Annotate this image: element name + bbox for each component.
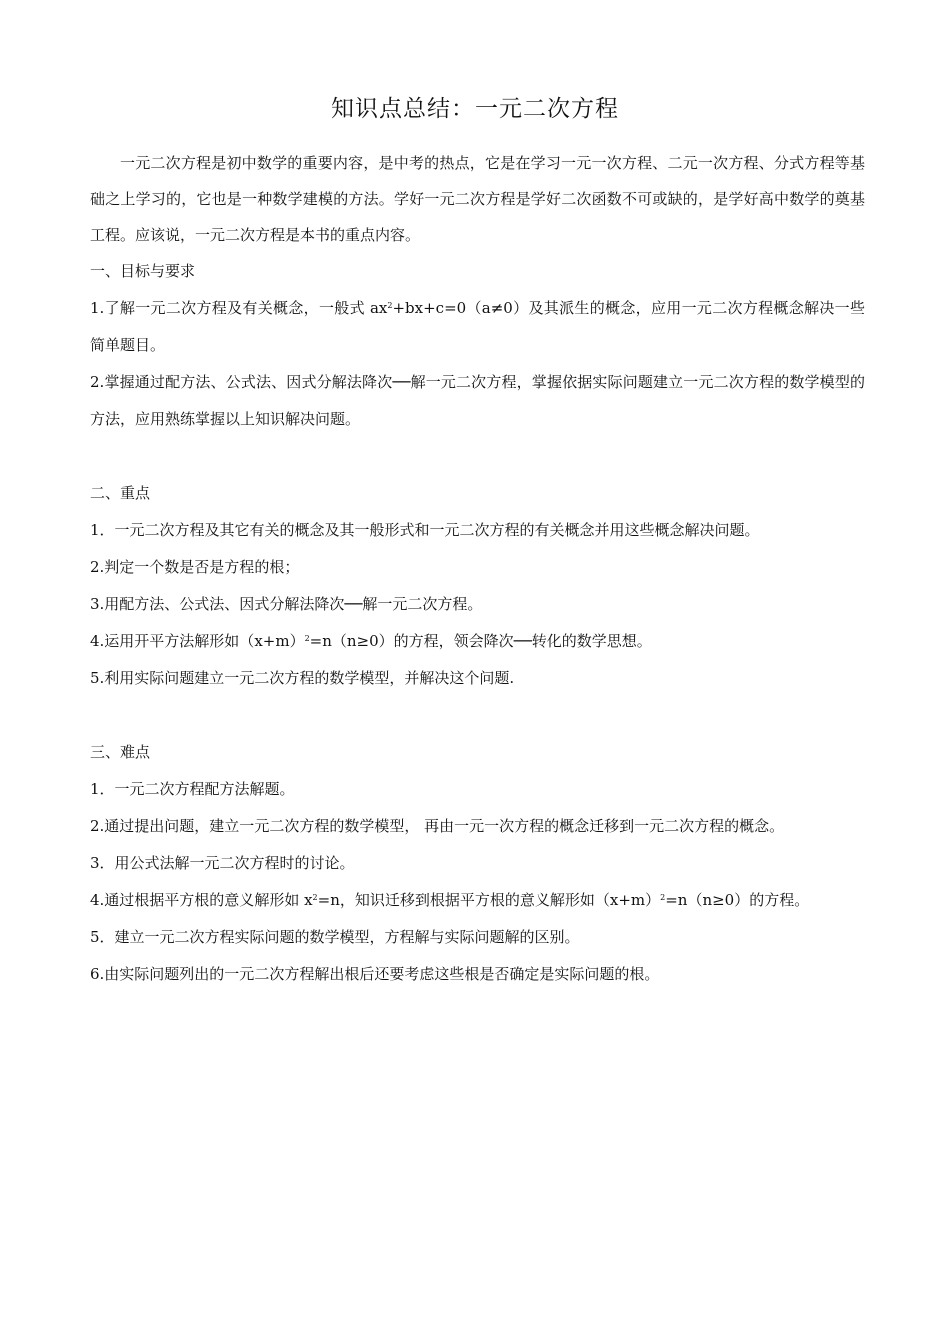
list-item [90, 882, 865, 919]
superscript: 2 [387, 301, 393, 310]
section-goals [90, 253, 865, 438]
spacer [90, 438, 865, 475]
list-item: 2.判定一个数是否是方程的根； [90, 558, 300, 576]
list-item [90, 623, 865, 660]
document-body [90, 145, 865, 993]
item-text: +bx+c=0（a≠0）及其派生的概念，应用一元二次方程概念解决一些简单题目。 [90, 299, 865, 354]
item-text: 1.了解一元二次方程及有关概念，一般式 ax [90, 299, 388, 317]
list-item: 5．建立一元二次方程实际问题的数学模型，方程解与实际问题解的区别。 [90, 928, 580, 946]
superscript: 2 [312, 893, 318, 902]
spacer [90, 697, 865, 734]
item-text: =n，知识迁移到根据平方根的意义解形如（x+m） [317, 891, 661, 909]
item-text: =n（n≥0）的方程，领会降次──转化的数学思想。 [309, 632, 652, 650]
item-text: 4.运用开平方法解形如（x+m） [90, 632, 305, 650]
superscript: 2 [304, 634, 310, 643]
section-heading: 三、难点 [90, 743, 151, 761]
section-heading: 一、目标与要求 [90, 262, 196, 280]
intro-paragraph: 一元二次方程是初中数学的重要内容，是中考的热点，它是在学习一元一次方程、二元一次方程、分式方程等基础之上学习的，它也是一种数学建模的方法。学好一元二次方程是学好二次函数不可或缺的，是学好高中数学的奠基工程。应该说，一元二次方程是本书的重点内容。 [90, 154, 865, 244]
section-heading: 二、重点 [90, 484, 151, 502]
section-difficulties [90, 734, 865, 993]
section-key-points [90, 475, 865, 697]
list-item: 6.由实际问题列出的一元二次方程解出根后还要考虑这些根是否确定是实际问题的根。 [90, 965, 660, 983]
list-item: 1．一元二次方程及其它有关的概念及其一般形式和一元二次方程的有关概念并用这些概念解决问题。 [90, 521, 760, 539]
page-title: 知识点总结：一元二次方程 [331, 96, 619, 122]
superscript: 2 [660, 893, 666, 902]
item-text: 4.通过根据平方根的意义解形如 x [90, 891, 313, 909]
list-item: 2.通过提出问题，建立一元二次方程的数学模型， 再由一元一次方程的概念迁移到一元二次方程的概念。 [90, 817, 785, 835]
list-item: 1．一元二次方程配方法解题。 [90, 780, 295, 798]
item-text: =n（n≥0）的方程。 [665, 891, 810, 909]
list-item [90, 290, 865, 364]
list-item: 5.利用实际问题建立一元二次方程的数学模型，并解决这个问题. [90, 669, 515, 687]
list-item: 2.掌握通过配方法、公式法、因式分解法降次──解一元二次方程，掌握依据实际问题建立一元二次方程的数学模型的方法，应用熟练掌握以上知识解决问题。 [90, 373, 865, 428]
list-item: 3．用公式法解一元二次方程时的讨论。 [90, 854, 355, 872]
list-item: 3.用配方法、公式法、因式分解法降次──解一元二次方程。 [90, 595, 483, 613]
